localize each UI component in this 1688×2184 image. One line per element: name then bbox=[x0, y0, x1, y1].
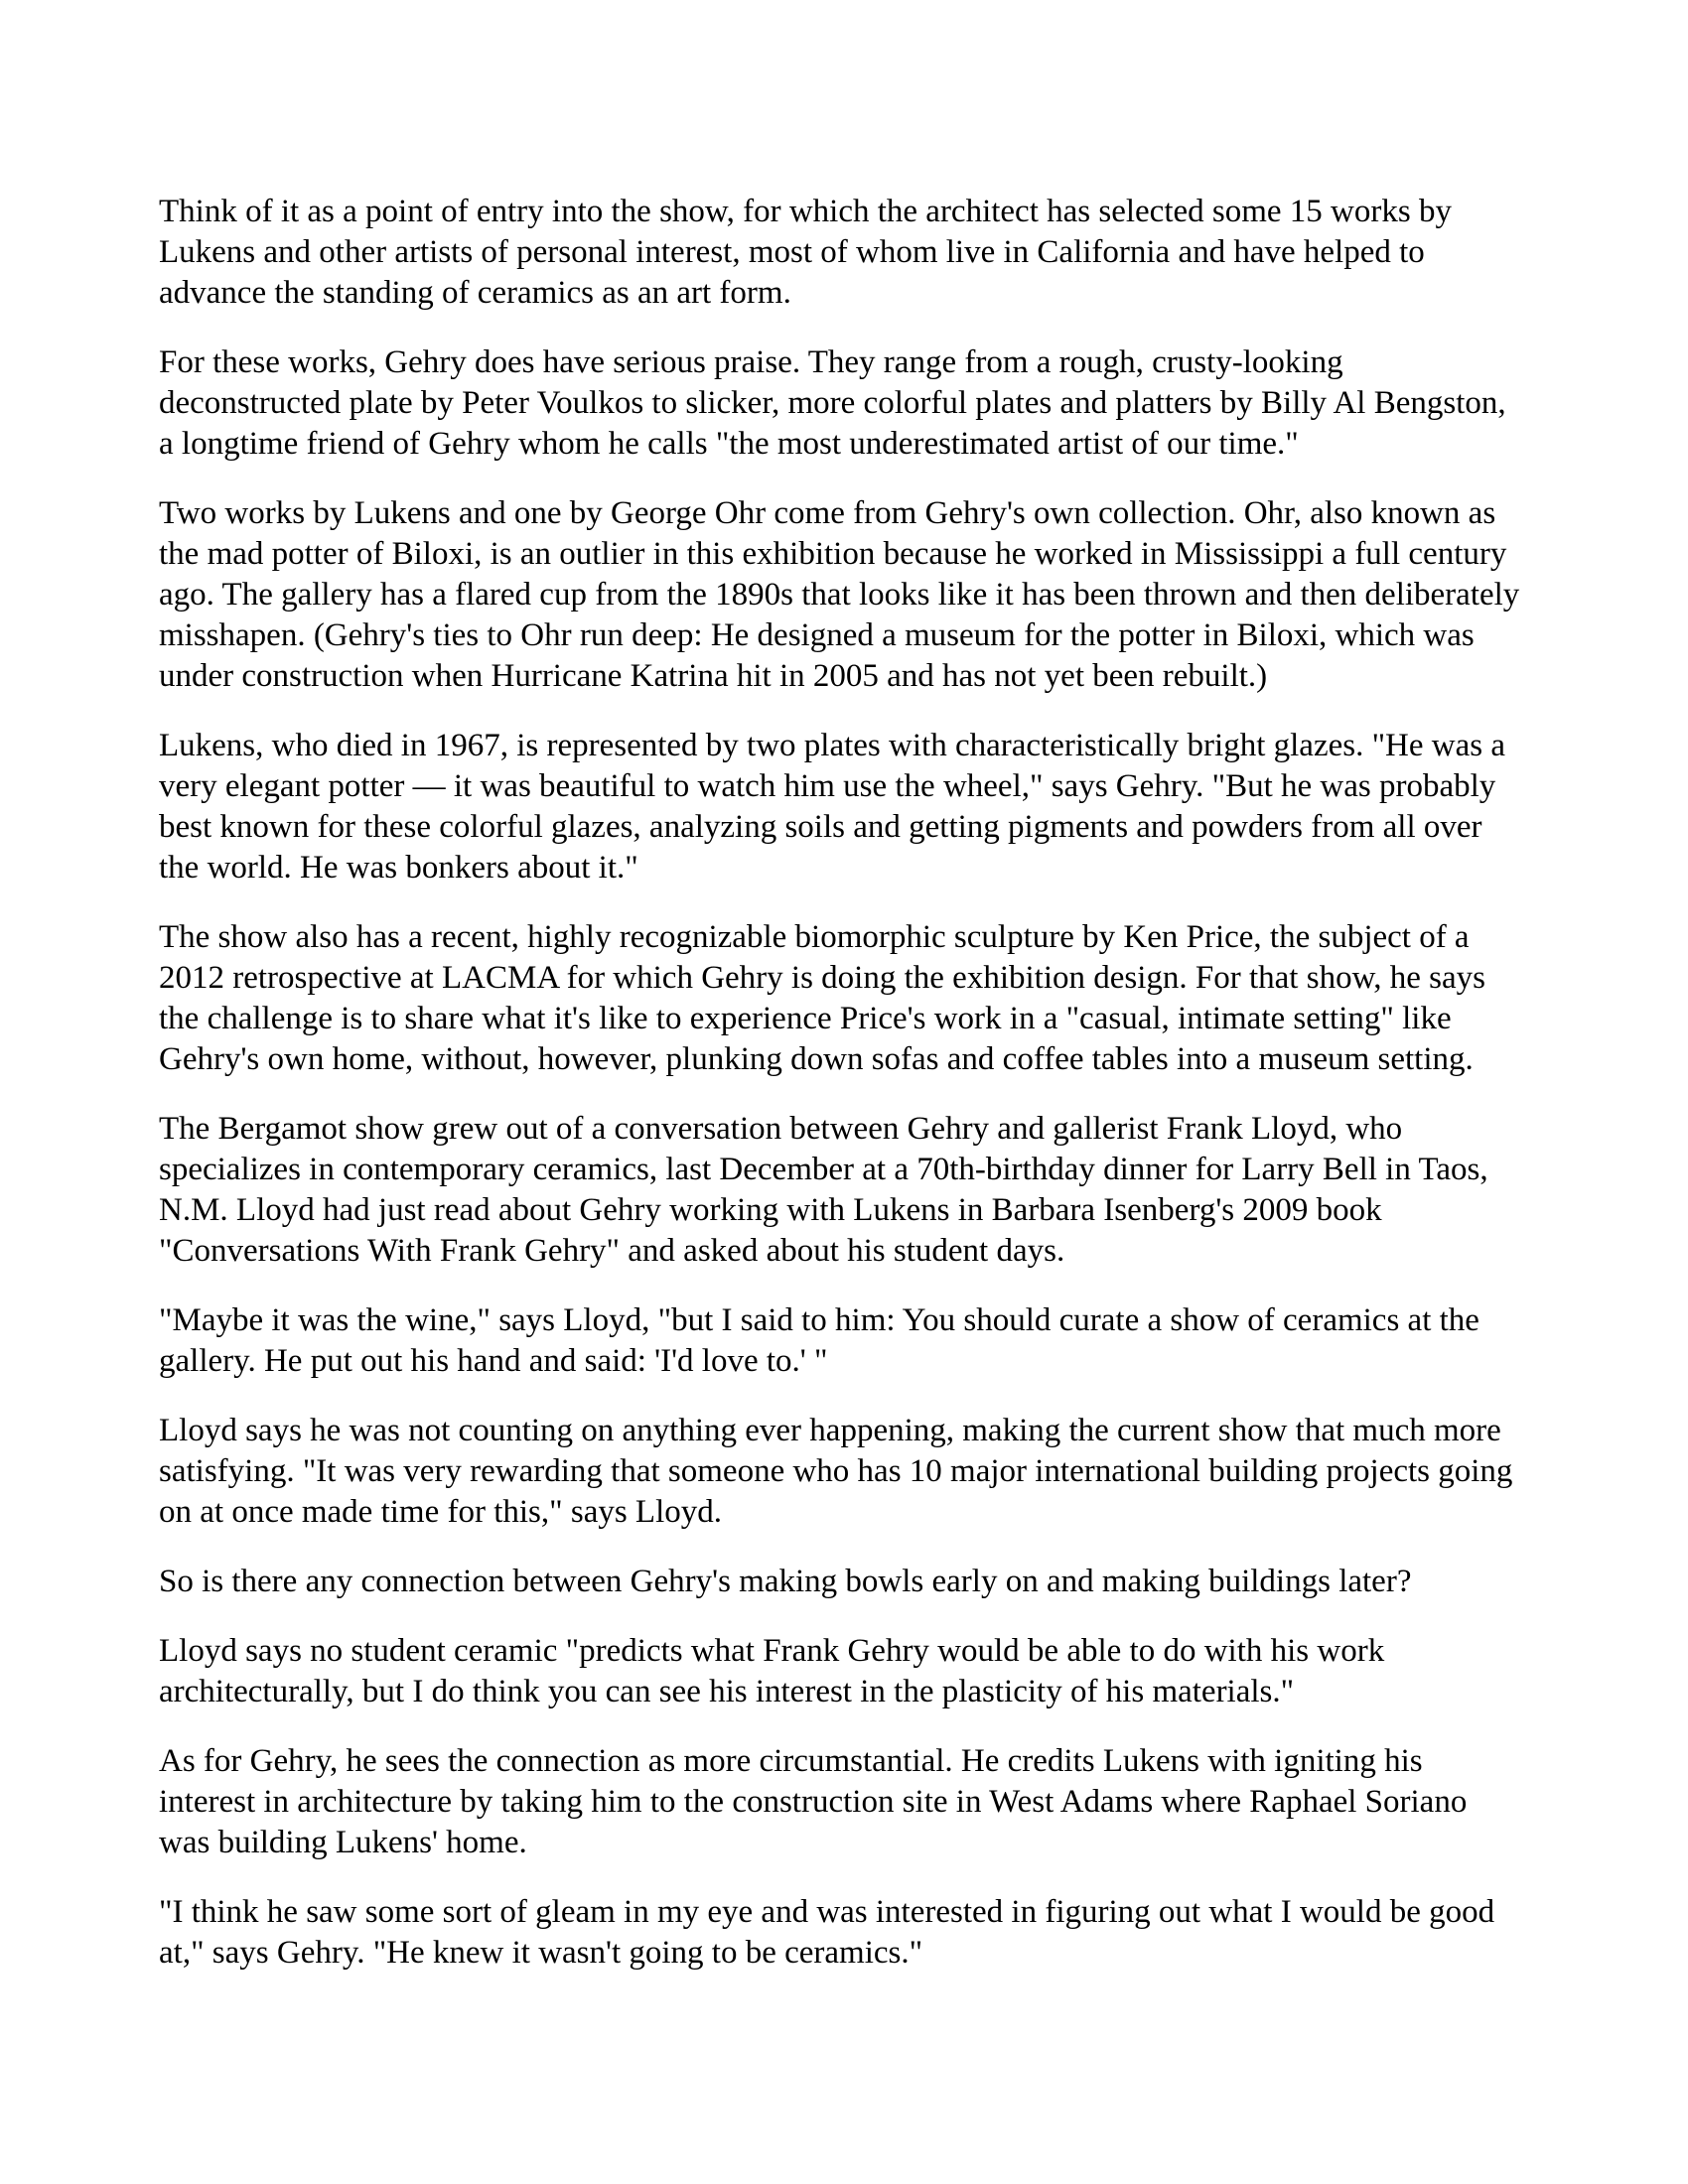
article-paragraph: Lloyd says he was not counting on anything ever happening, making the current show that much more satisfying. "It was very rewarding that someone who has 10 major international building projects going on at once made time for this," says Lloyd. bbox=[159, 1413, 1513, 1530]
article-paragraph: For these works, Gehry does have serious praise. They range from a rough, crusty-looking deconstructed plate by Peter Voulkos to slicker, more colorful plates and platters by Billy Al Bengston, a longtime friend of Gehry whom he calls "the most underestimated artist of our time." bbox=[159, 344, 1506, 462]
article-text bbox=[159, 192, 1521, 1974]
article-paragraph: Lloyd says no student ceramic "predicts what Frank Gehry would be able to do with his work architecturally, but I do think you can see his interest in the plasticity of his materials." bbox=[159, 1633, 1385, 1709]
article-paragraph: As for Gehry, he sees the connection as more circumstantial. He credits Lukens with igniting his interest in architecture by taking him to the construction site in West Adams where Raphael Soriano was building Lukens' home. bbox=[159, 1743, 1468, 1860]
article-paragraph: "I think he saw some sort of gleam in my eye and was interested in figuring out what I would be good at," says Gehry. "He knew it wasn't going to be ceramics." bbox=[159, 1894, 1495, 1971]
article-paragraph: Two works by Lukens and one by George Ohr come from Gehry's own collection. Ohr, also known as the mad potter of Biloxi, is an outlier in this exhibition because he worked in Mississippi a full century ago. The gallery has a flared cup from the 1890s that looks like it has been thrown and then deliberately misshapen. (Gehry's ties to Ohr run deep: He designed a museum for the potter in Biloxi, which was under construction when Hurricane Katrina hit in 2005 and has not yet been rebuilt.) bbox=[159, 495, 1520, 694]
article-paragraph: Think of it as a point of entry into the show, for which the architect has selected some 15 works by Lukens and other artists of personal interest, most of whom live in California and have helped to advance the standing of ceramics as an art form. bbox=[159, 194, 1452, 311]
article-paragraph: The show also has a recent, highly recognizable biomorphic sculpture by Ken Price, the subject of a 2012 retrospective at LACMA for which Gehry is doing the exhibition design. For that show, he says the challenge is to share what it's like to experience Price's work in a "casual, intimate setting" like Gehry's own home, without, however, plunking down sofas and coffee tables into a museum setting. bbox=[159, 919, 1485, 1077]
article-paragraph: "Maybe it was the wine," says Lloyd, "but I said to him: You should curate a show of ceramics at the gallery. He put out his hand and said: 'I'd love to.' " bbox=[159, 1302, 1479, 1379]
article-paragraph: Lukens, who died in 1967, is represented by two plates with characteristically bright glazes. "He was a very elegant potter — it was beautiful to watch him use the wheel," says Gehry. "But he was probably best known for these colorful glazes, analyzing soils and getting pigments and powders from all over the world. He was bonkers about it." bbox=[159, 728, 1505, 886]
article-paragraph: So is there any connection between Gehry's making bowls early on and making buildings later? bbox=[159, 1564, 1412, 1599]
article-paragraph: The Bergamot show grew out of a conversation between Gehry and gallerist Frank Lloyd, who specializes in contemporary ceramics, last December at a 70th-birthday dinner for Larry Bell in Taos, N.M. Lloyd had just read about Gehry working with Lukens in Barbara Isenberg's 2009 book "Conversations With Frank Gehry" and asked about his student days. bbox=[159, 1111, 1488, 1269]
